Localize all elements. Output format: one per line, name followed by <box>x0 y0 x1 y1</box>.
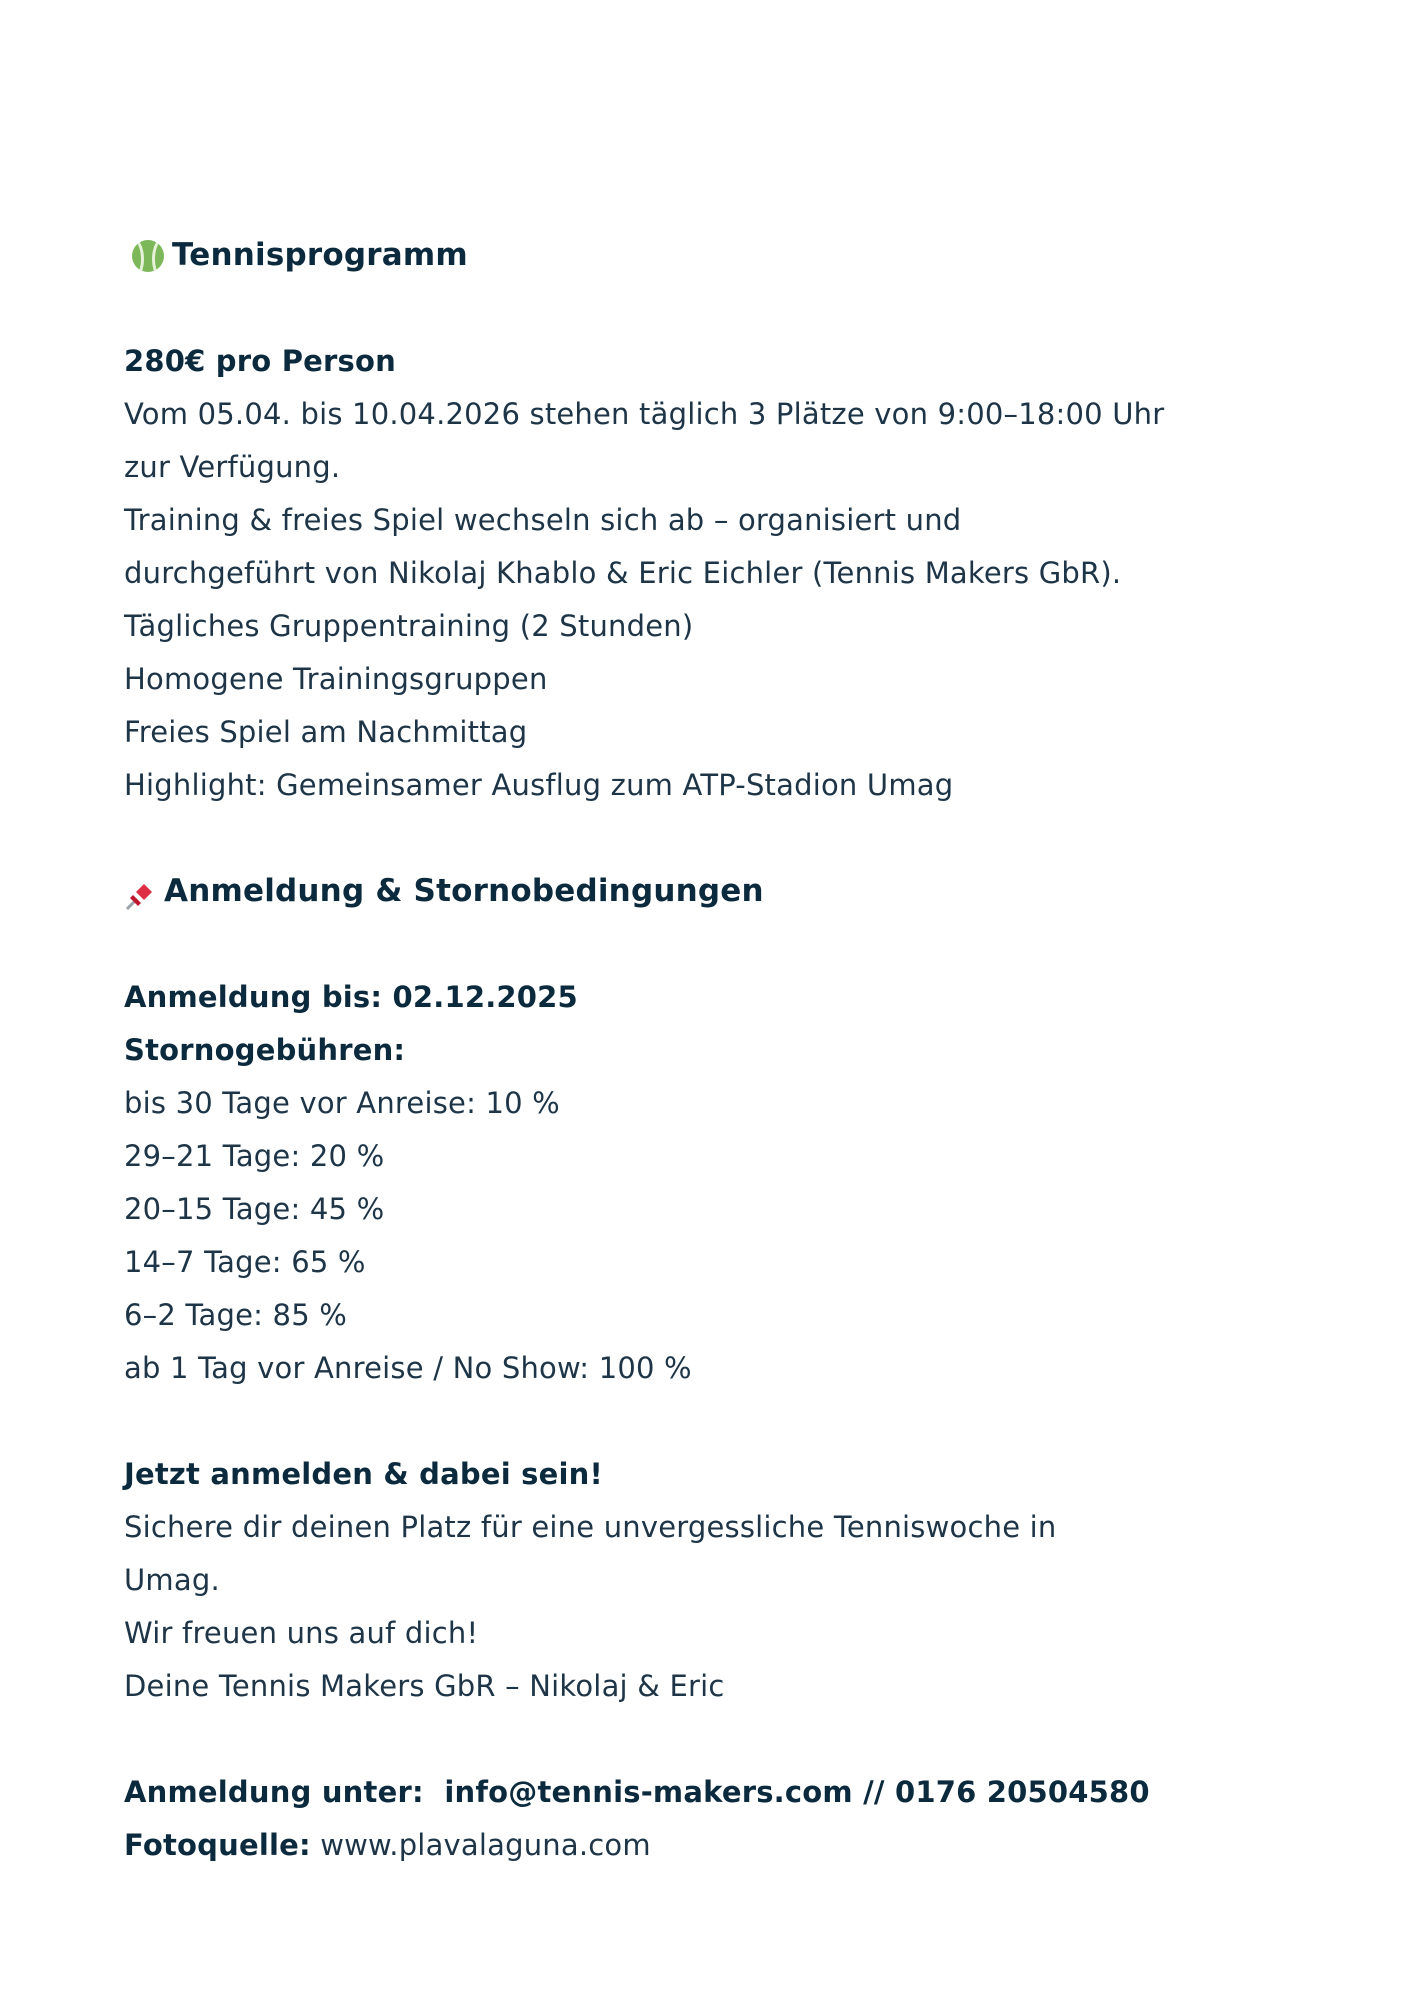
fees-label: Stornogebühren: <box>124 1033 406 1067</box>
tennis-line: durchgeführt von Nikolaj Khablo & Eric Eichler (Tennis Makers GbR). <box>124 556 1122 590</box>
pushpin-icon <box>124 876 156 908</box>
document <box>124 229 1324 1872</box>
tennis-line: Tägliches Gruppentraining (2 Stunden) <box>124 609 694 643</box>
tennis-line: Vom 05.04. bis 10.04.2026 stehen täglich 3 Plätze von 9:00–18:00 Uhr <box>124 397 1165 431</box>
price: 280€ pro Person <box>124 344 396 378</box>
tennis-line: zur Verfügung. <box>124 450 341 484</box>
cta-line: Sichere dir deinen Platz für eine unvergessliche Tenniswoche in <box>124 1510 1057 1544</box>
contact-value[interactable]: info@tennis-makers.com // 0176 20504580 <box>444 1775 1150 1809</box>
fee-item: 20–15 Tage: 45 % <box>124 1192 385 1226</box>
fee-item: 6–2 Tage: 85 % <box>124 1298 348 1332</box>
tennis-line: Highlight: Gemeinsamer Ausflug zum ATP-Stadion Umag <box>124 768 954 802</box>
tennis-line: Freies Spiel am Nachmittag <box>124 715 528 749</box>
tennis-line: Homogene Trainingsgruppen <box>124 662 548 696</box>
cta-line: Umag. <box>124 1563 220 1597</box>
tennis-heading <box>124 229 1324 282</box>
cta-heading: Jetzt anmelden & dabei sein! <box>124 1457 603 1491</box>
photo-source-value[interactable]: www.plavalaguna.com <box>320 1828 651 1862</box>
tennis-ball-icon <box>132 240 164 272</box>
cta-line: Wir freuen uns auf dich! <box>124 1616 479 1650</box>
fee-item: 14–7 Tage: 65 % <box>124 1245 366 1279</box>
photo-source-line <box>124 1819 1324 1872</box>
cta-line: Deine Tennis Makers GbR – Nikolaj & Eric <box>124 1669 725 1703</box>
tennis-line: Training & freies Spiel wechseln sich ab – organisiert und <box>124 503 962 537</box>
contact-line <box>124 1766 1324 1819</box>
photo-source-label: Fotoquelle: <box>124 1828 311 1862</box>
registration-heading <box>124 865 1324 918</box>
fee-item: ab 1 Tag vor Anreise / No Show: 100 % <box>124 1351 692 1385</box>
fee-item: bis 30 Tage vor Anreise: 10 % <box>124 1086 560 1120</box>
registration-heading-text: Anmeldung & Stornobedingungen <box>164 873 764 909</box>
registration-deadline: Anmeldung bis: 02.12.2025 <box>124 980 578 1014</box>
fee-item: 29–21 Tage: 20 % <box>124 1139 385 1173</box>
tennis-heading-text: Tennisprogramm <box>172 237 468 273</box>
contact-label: Anmeldung unter: <box>124 1775 424 1809</box>
